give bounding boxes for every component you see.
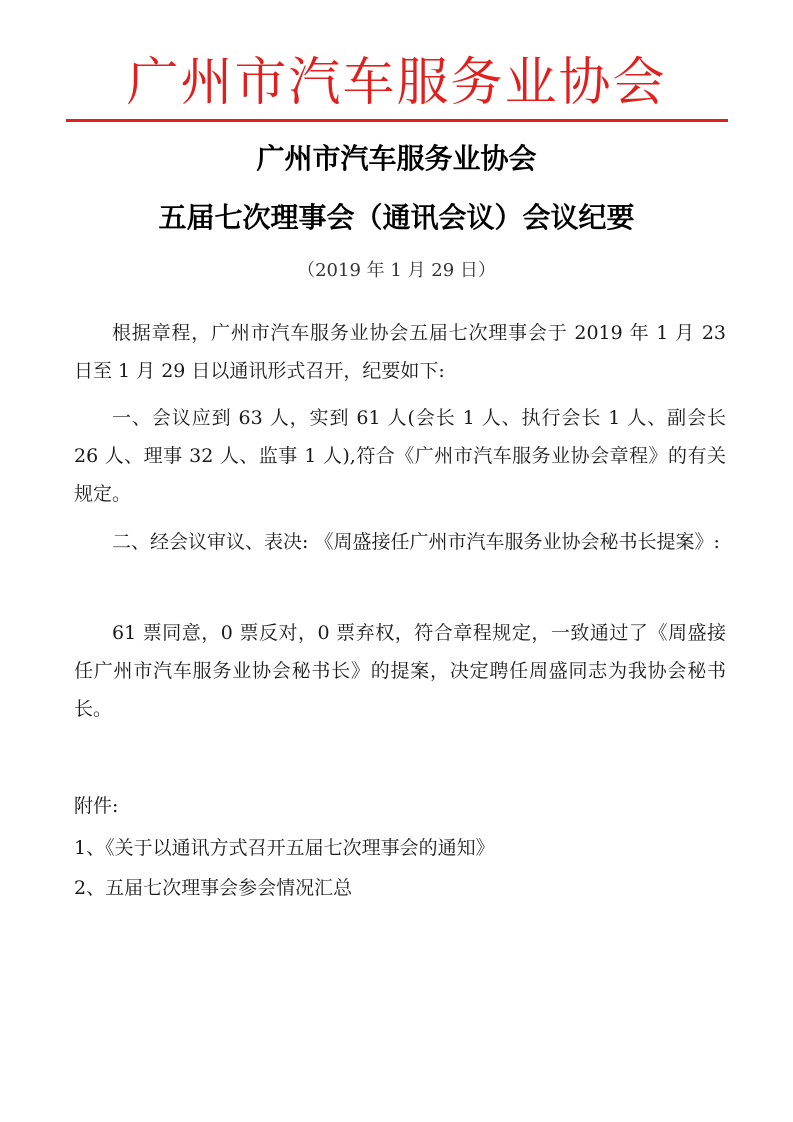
paragraph-proposal: 二、经会议审议、表决: 《周盛接任广州市汽车服务业协会秘书长提案》:	[112, 531, 720, 553]
letterhead-divider	[66, 119, 728, 122]
attachment-item: 2、五届七次理事会参会情况汇总	[74, 877, 353, 899]
document-title-org: 广州市汽车服务业协会	[256, 142, 537, 175]
letterhead-title: 广州市汽车服务业协会	[126, 53, 667, 113]
document-title-meeting: 五届七次理事会（通讯会议）会议纪要	[158, 201, 635, 234]
paragraph-intro: 根据章程，广州市汽车服务业协会五届七次理事会于 2019 年 1 月 23 日至 1 月 29 日以通讯形式召开，纪要如下:	[74, 322, 726, 382]
paragraph-attendance: 一、会议应到 63 人，实到 61 人(会长 1 人、执行会长 1 人、副会长 26 人、理事 32 人、监事 1 人),符合《广州市汽车服务业协会章程》的有关规定。	[74, 407, 726, 505]
attachments-heading: 附件:	[74, 795, 119, 817]
attachment-item: 1、《关于以通讯方式召开五届七次理事会的通知》	[74, 837, 495, 859]
document-date: （2019 年 1 月 29 日）	[297, 260, 496, 281]
paragraph-vote-result: 61 票同意，0 票反对，0 票弃权，符合章程规定，一致通过了《周盛接任广州市汽车服务业协会秘书长》的提案，决定聘任周盛同志为我协会秘书长。	[74, 622, 726, 720]
